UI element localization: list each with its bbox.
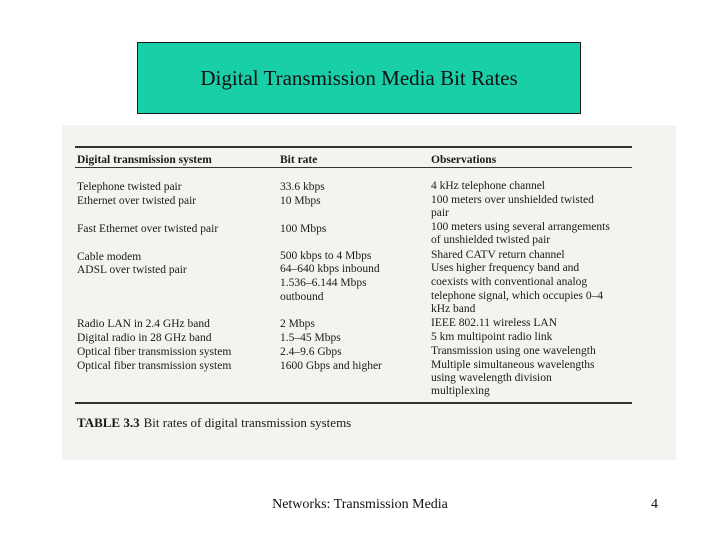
table-caption	[77, 415, 351, 431]
table-bottom-rule	[75, 402, 632, 404]
rate-cell: 100 Mbps	[280, 223, 327, 235]
observation-cell: multiplexing	[431, 385, 490, 397]
observation-cell: 100 meters using several arrangements	[431, 221, 610, 233]
caption-label: TABLE 3.3	[77, 415, 140, 430]
slide-title: Digital Transmission Media Bit Rates	[200, 65, 518, 90]
rate-cell: 500 kbps to 4 Mbps	[280, 250, 372, 262]
observation-cell: 4 kHz telephone channel	[431, 180, 545, 192]
observation-cell: telephone signal, which occupies 0–4	[431, 290, 604, 302]
rate-cell: outbound	[280, 291, 324, 303]
system-cell: Radio LAN in 2.4 GHz band	[77, 318, 210, 330]
header-system: Digital transmission system	[77, 154, 212, 166]
observation-cell: 5 km multipoint radio link	[431, 331, 553, 343]
system-cell: Ethernet over twisted pair	[77, 195, 197, 207]
slide-footer: Networks: Transmission Media	[272, 497, 448, 512]
system-cell: Digital radio in 28 GHz band	[77, 332, 212, 344]
observation-cell: IEEE 802.11 wireless LAN	[431, 317, 558, 329]
observation-cell: coexists with conventional analog	[431, 276, 588, 288]
header-observations: Observations	[431, 154, 497, 166]
rate-cell: 33.6 kbps	[280, 181, 325, 193]
observation-cell: Transmission using one wavelength	[431, 345, 596, 357]
header-bit-rate: Bit rate	[280, 154, 318, 166]
observation-cell: kHz band	[431, 303, 476, 315]
page-number: 4	[651, 497, 658, 512]
rate-cell: 64–640 kbps inbound	[280, 263, 380, 275]
rate-cell: 10 Mbps	[280, 195, 321, 207]
rate-cell: 1.5–45 Mbps	[280, 332, 341, 344]
rate-cell: 2 Mbps	[280, 318, 315, 330]
table-header-rule	[75, 167, 632, 168]
caption-text: Bit rates of digital transmission systems	[143, 415, 352, 430]
system-cell: Optical fiber transmission system	[77, 346, 232, 358]
system-cell: ADSL over twisted pair	[77, 264, 187, 276]
system-cell: Cable modem	[77, 251, 142, 263]
rate-cell: 1600 Gbps and higher	[280, 360, 382, 372]
system-cell: Optical fiber transmission system	[77, 360, 232, 372]
observation-cell: 100 meters over unshielded twisted	[431, 194, 594, 206]
observation-cell: pair	[431, 207, 449, 219]
scanned-table-image	[62, 125, 676, 460]
system-cell: Fast Ethernet over twisted pair	[77, 223, 219, 235]
system-cell: Telephone twisted pair	[77, 181, 182, 193]
rate-cell: 2.4–9.6 Gbps	[280, 346, 342, 358]
observation-cell: using wavelength division	[431, 372, 552, 384]
observation-cell: Multiple simultaneous wavelengths	[431, 359, 595, 371]
observation-cell: Shared CATV return channel	[431, 249, 565, 261]
observation-cell: of unshielded twisted pair	[431, 234, 551, 246]
table-top-rule	[75, 146, 632, 148]
rate-cell: 1.536–6.144 Mbps	[280, 277, 367, 289]
title-box	[137, 42, 581, 114]
observation-cell: Uses higher frequency band and	[431, 262, 580, 274]
